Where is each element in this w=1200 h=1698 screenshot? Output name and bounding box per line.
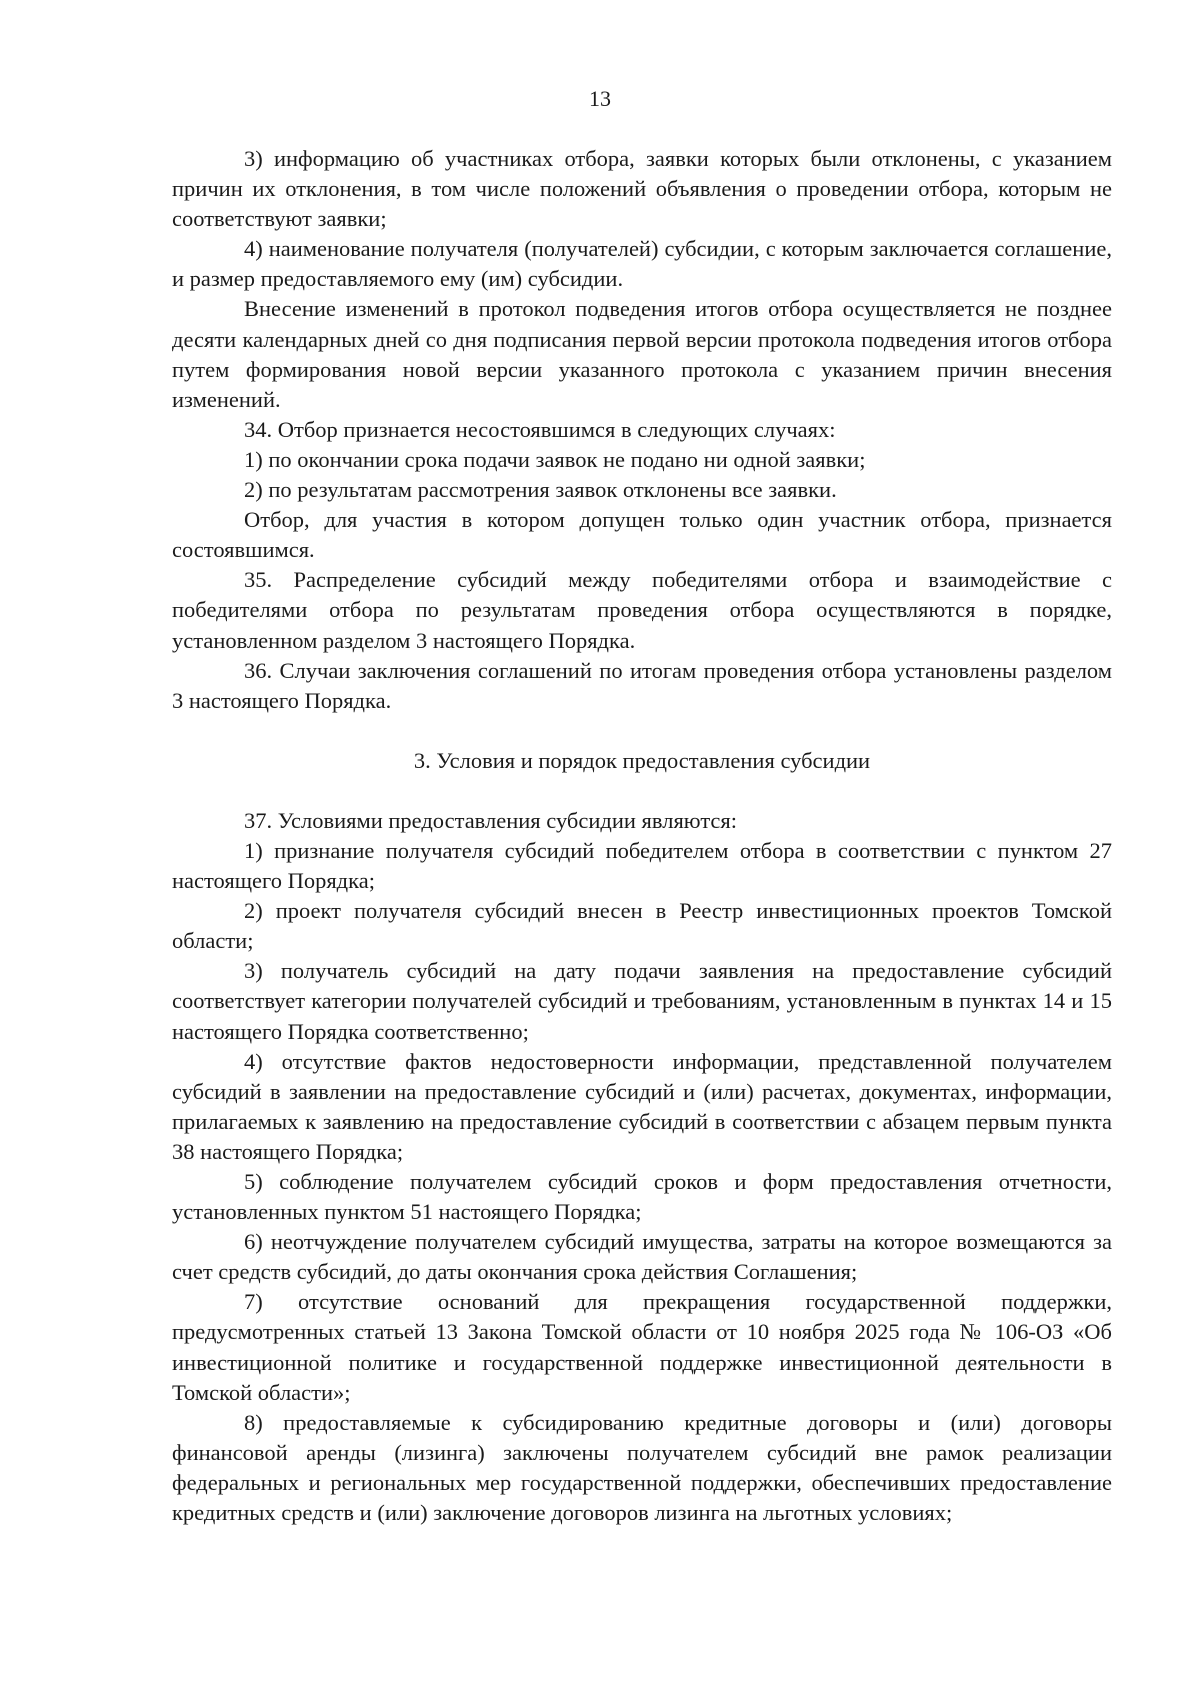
paragraph: 1) по окончании срока подачи заявок не подано ни одной заявки; <box>244 446 866 472</box>
paragraph: 1) признание получателя субсидий победителем отбора в соответствии с пунктом 27 настоящего Порядка; <box>172 837 1112 894</box>
paragraph: Внесение изменений в протокол подведения итогов отбора осуществляется не позднее десяти календарных дней со дня подписания первой версии протокола подведения итогов отбора путем формирования новой версии указанного протокола с указанием причин внесения изменений. <box>172 296 1112 412</box>
section-heading: 3. Условия и порядок предоставления субсидии <box>413 747 871 773</box>
document-body <box>172 144 1112 1528</box>
paragraph: 5) соблюдение получателем субсидий сроков и форм предоставления отчетности, установленных пунктом 51 настоящего Порядка; <box>172 1169 1112 1225</box>
paragraph: 4) отсутствие фактов недостоверности информации, представленной получателем субсидий в заявлении на предоставление субсидий и (или) расчетах, документах, информации, прилагаемых к заявлению на предоставление субсидий в соответствии с абзацем первым пункта 38 настоящего Порядка; <box>172 1048 1112 1164</box>
paragraph: 2) по результатам рассмотрения заявок отклонены все заявки. <box>244 477 837 503</box>
paragraph: 8) предоставляемые к субсидированию кредитные договоры и (или) договоры финансовой аренды (лизинга) заключены получателем субсидий вне рамок реализации федеральных и региональных мер государственной поддержки, обеспечивших предоставление кредитных средств и (или) заключение договоров лизинга на льготных условиях; <box>172 1409 1112 1526</box>
paragraph: 35. Распределение субсидий между победителями отбора и взаимодействие с победителями отбора по результатам проведения отбора осуществляются в порядке, установленном разделом 3 настоящего Порядка. <box>172 567 1112 653</box>
paragraph: 36. Случаи заключения соглашений по итогам проведения отбора установлены разделом 3 настоящего Порядка. <box>172 657 1112 713</box>
paragraph: 7) отсутствие оснований для прекращения государственной поддержки, предусмотренных статьей 13 Закона Томской области от 10 ноября 2025 года № 106-ОЗ «Об инвестиционной политике и государственной поддержке инвестиционной деятельности в Томской области»; <box>172 1289 1112 1405</box>
paragraph: 4) наименование получателя (получателей) субсидии, с которым заключается соглашение, и размер предоставляемого ему (им) субсидии. <box>172 236 1112 292</box>
paragraph: 3) получатель субсидий на дату подачи заявления на предоставление субсидий соответствует категории получателей субсидий и требованиям, установленным в пунктах 14 и 15 настоящего Порядка соответственно; <box>172 958 1112 1044</box>
paragraph: 37. Условиями предоставления субсидии являются: <box>244 807 738 833</box>
paragraph: 6) неотчуждение получателем субсидий имущества, затраты на которое возмещаются за счет средств субсидий, до даты окончания срока действия Соглашения; <box>172 1229 1112 1285</box>
paragraph: 3) информацию об участниках отбора, заявки которых были отклонены, с указанием причин их отклонения, в том числе положений объявления о проведении отбора, которым не соответствуют заявки; <box>172 146 1112 232</box>
paragraph: 2) проект получателя субсидий внесен в Реестр инвестиционных проектов Томской области; <box>172 898 1112 954</box>
paragraph: Отбор, для участия в котором допущен только один участник отбора, признается состоявшимся. <box>172 507 1112 563</box>
page-number: 13 <box>589 86 611 111</box>
paragraph: 34. Отбор признается несостоявшимся в следующих случаях: <box>244 416 836 442</box>
